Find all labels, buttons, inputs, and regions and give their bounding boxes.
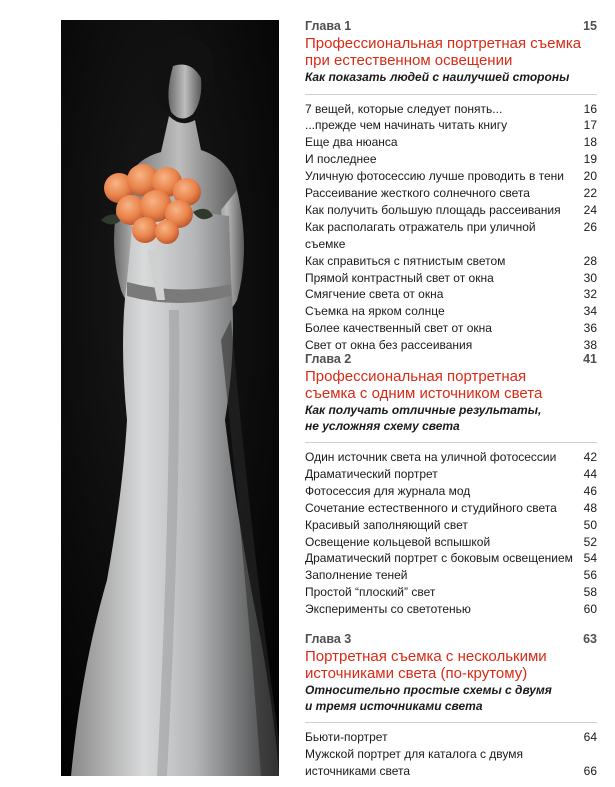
toc-entry-page: 64 bbox=[583, 730, 597, 744]
chapter-2 bbox=[305, 351, 597, 618]
toc-entry[interactable] bbox=[305, 500, 597, 517]
toc-entry-page: 50 bbox=[583, 517, 597, 532]
toc-entry-label: Один источник света на уличной фотосессии bbox=[305, 450, 557, 464]
chapter-title[interactable]: Профессиональная портретная съемка при естественном освещении bbox=[305, 35, 582, 69]
toc-entry[interactable] bbox=[305, 270, 597, 287]
toc-entry-page: 28 bbox=[583, 253, 597, 268]
toc-entry-label: Эксперименты со светотенью bbox=[305, 602, 471, 617]
toc-entry-label: Как получить большую площадь рассеивания bbox=[305, 202, 561, 217]
toc-entry[interactable] bbox=[305, 746, 597, 780]
toc-entry-label: Фотосессия для журнала мод bbox=[305, 483, 471, 498]
toc-entry-page: 19 bbox=[583, 152, 597, 167]
toc-entry[interactable] bbox=[305, 517, 597, 534]
chapter-header bbox=[305, 631, 597, 648]
chapter-header bbox=[305, 18, 597, 35]
toc-entry-page: 26 bbox=[583, 219, 597, 234]
toc-entry-label: Уличную фотосессию лучше проводить в тени bbox=[305, 169, 565, 184]
toc-entry[interactable] bbox=[305, 584, 597, 601]
toc-entry-page: 60 bbox=[583, 602, 597, 617]
chapter-label: Глава 2 bbox=[305, 352, 352, 366]
toc-entry-label: Прямой контрастный свет от окна bbox=[305, 270, 494, 285]
toc-entry-page: 22 bbox=[583, 186, 597, 201]
toc-entry-page: 58 bbox=[583, 585, 597, 600]
toc-entry[interactable] bbox=[305, 101, 597, 118]
toc-entry[interactable] bbox=[305, 219, 597, 253]
toc-entry-label: Мужской портрет для каталога с двумя источниками света bbox=[305, 746, 524, 778]
toc-entry-page: 36 bbox=[583, 321, 597, 336]
toc-entry-page: 48 bbox=[583, 500, 597, 515]
toc-entry-page: 56 bbox=[583, 568, 597, 583]
toc-entry-page: 52 bbox=[583, 534, 597, 549]
toc-entry-page: 38 bbox=[583, 338, 597, 353]
chapter-subtitle: Относительно простые схемы с двумя и тремя источниками света bbox=[305, 683, 552, 713]
bride-photo-icon bbox=[61, 20, 279, 776]
toc-entry[interactable] bbox=[305, 117, 597, 134]
toc-entry-label: Смягчение света от окна bbox=[305, 287, 444, 302]
toc-entry-label: Освещение кольцевой вспышкой bbox=[305, 534, 491, 549]
divider bbox=[305, 722, 597, 723]
toc-entry-page: 17 bbox=[583, 118, 597, 133]
toc-entry[interactable] bbox=[305, 567, 597, 584]
toc-entry[interactable] bbox=[305, 534, 597, 551]
chapter-subtitle: Как показать людей с наилучшей стороны bbox=[305, 70, 570, 84]
chapter-1 bbox=[305, 18, 597, 354]
toc-entry[interactable] bbox=[305, 550, 597, 567]
toc-entry[interactable] bbox=[305, 168, 597, 185]
toc-entry-label: Драматический портрет bbox=[305, 466, 438, 481]
toc-entry-page: 20 bbox=[583, 169, 597, 184]
chapter-page: 41 bbox=[583, 352, 597, 366]
toc-entry-page: 34 bbox=[583, 304, 597, 319]
toc-entry-label: Съемка на ярком солнце bbox=[305, 304, 445, 319]
toc-entry-label: Еще два нюанса bbox=[305, 135, 398, 150]
chapter-header bbox=[305, 351, 597, 368]
toc-entry-label: Как справиться с пятнистым светом bbox=[305, 253, 506, 268]
toc-entry[interactable] bbox=[305, 151, 597, 168]
toc-entry-page: 44 bbox=[583, 466, 597, 481]
toc-entry[interactable] bbox=[305, 601, 597, 618]
toc-entry-page: 66 bbox=[583, 763, 597, 778]
chapter-subtitle: Как получать отличные результаты, не усложняя схему света bbox=[305, 403, 542, 433]
chapter-items bbox=[305, 729, 597, 780]
chapter-items bbox=[305, 449, 597, 618]
toc-entry-label: Свет от окна без рассеивания bbox=[305, 338, 473, 353]
chapter-label: Глава 1 bbox=[305, 19, 352, 33]
toc-entry-label: Сочетание естественного и студийного света bbox=[305, 500, 557, 515]
toc-entry-page: 24 bbox=[583, 202, 597, 217]
toc-entry-label: Красивый заполняющий свет bbox=[305, 517, 468, 532]
chapter-items bbox=[305, 101, 597, 355]
chapter-page: 15 bbox=[583, 19, 597, 33]
toc-entry[interactable] bbox=[305, 185, 597, 202]
toc-entry[interactable] bbox=[305, 320, 597, 337]
chapter-label: Глава 3 bbox=[305, 632, 352, 646]
toc-entry-page: 54 bbox=[583, 551, 597, 566]
toc-entry-label: 7 вещей, которые следует понять... bbox=[305, 101, 503, 116]
toc-entry-label: Бьюти-портрет bbox=[305, 730, 388, 744]
toc-entry-page: 46 bbox=[583, 483, 597, 498]
toc-entry-label: И последнее bbox=[305, 152, 377, 167]
toc-entry-label: Заполнение теней bbox=[305, 568, 408, 583]
toc-entry-label: Драматический портрет с боковым освещением bbox=[305, 551, 573, 566]
toc-entry-label: ...прежде чем начинать читать книгу bbox=[305, 118, 508, 133]
toc-entry[interactable] bbox=[305, 134, 597, 151]
toc-entry[interactable] bbox=[305, 253, 597, 270]
chapter-title[interactable]: Портретная съемка с несколькими источниками света (по-крутому) bbox=[305, 648, 547, 682]
toc-entry-label: Более качественный свет от окна bbox=[305, 321, 492, 336]
divider bbox=[305, 442, 597, 443]
divider bbox=[305, 94, 597, 95]
toc-entry-page: 18 bbox=[583, 135, 597, 150]
chapter-title[interactable]: Профессиональная портретная съемка с одним источником света bbox=[305, 368, 543, 402]
toc-entry[interactable] bbox=[305, 466, 597, 483]
toc-entry-label: Рассеивание жесткого солнечного света bbox=[305, 186, 530, 201]
toc-entry[interactable] bbox=[305, 449, 597, 466]
toc-entry-label: Простой “плоский” свет bbox=[305, 585, 436, 600]
toc-entry-page: 16 bbox=[583, 101, 597, 116]
toc-entry[interactable] bbox=[305, 483, 597, 500]
toc-entry-page: 30 bbox=[583, 270, 597, 285]
toc-entry-page: 42 bbox=[583, 450, 597, 464]
chapter-3 bbox=[305, 631, 597, 780]
bride-photo bbox=[61, 20, 279, 776]
chapter-page: 63 bbox=[583, 632, 597, 646]
toc-entry[interactable] bbox=[305, 286, 597, 303]
toc-entry-page: 32 bbox=[583, 287, 597, 302]
toc-entry[interactable] bbox=[305, 729, 597, 746]
toc-entry[interactable] bbox=[305, 303, 597, 320]
toc-entry-label: Как располагать отражатель при уличной съемке bbox=[305, 219, 536, 251]
toc-entry[interactable] bbox=[305, 202, 597, 219]
